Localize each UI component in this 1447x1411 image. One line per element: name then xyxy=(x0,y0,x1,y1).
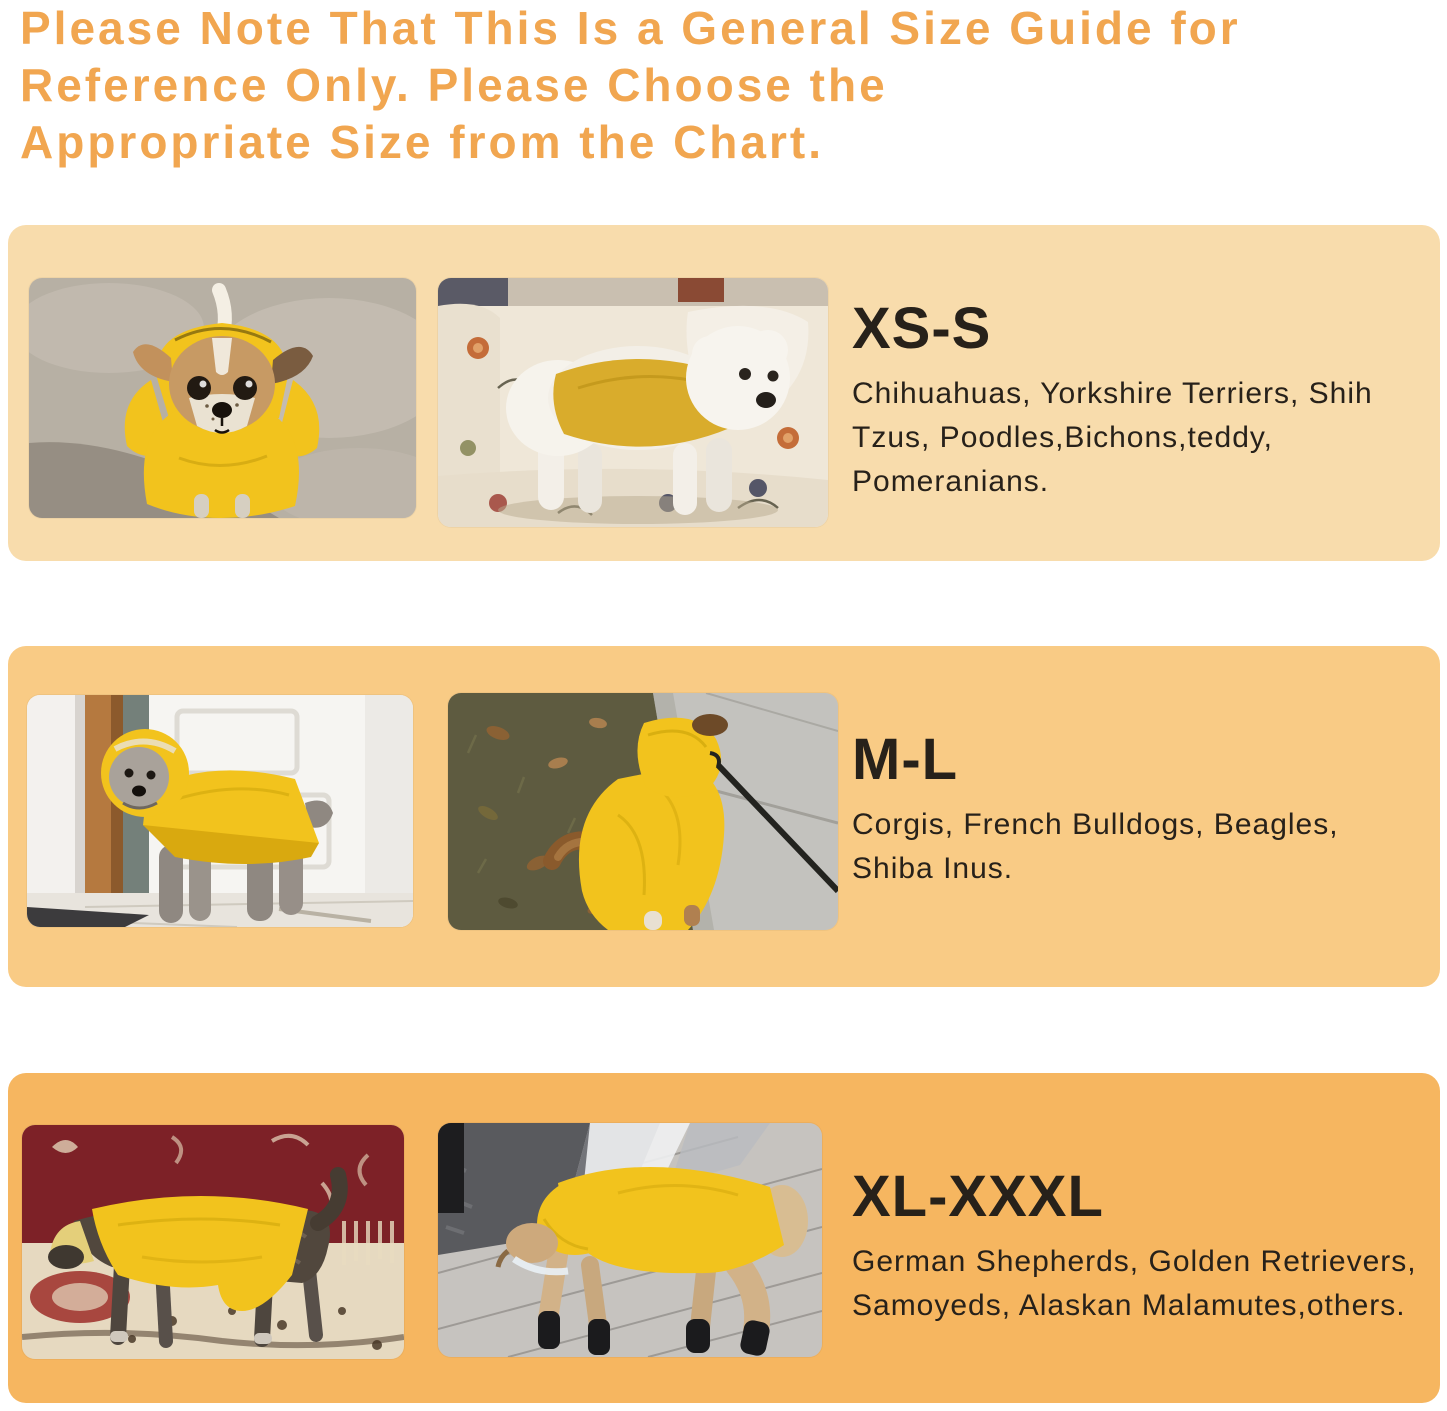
breed-line: German Shepherds, Golden Retrievers, xyxy=(852,1244,1417,1278)
size-label: M-L xyxy=(852,727,959,792)
size-caption-m-l xyxy=(852,728,1444,891)
photo-dog-in-boots-wood-floor xyxy=(438,1123,822,1357)
photo-illustration xyxy=(438,278,828,527)
size-section-xl-xxxl xyxy=(8,1073,1440,1403)
photo-brindle-dog-on-rug xyxy=(22,1125,404,1359)
size-section-m-l xyxy=(8,646,1440,987)
heading-line-2: Reference Only. Please Choose the xyxy=(20,59,888,111)
breed-line: Samoyeds, Alaskan Malamutes,others. xyxy=(852,1288,1406,1322)
photo-doodle-at-door xyxy=(27,695,413,927)
page-title xyxy=(20,0,1440,171)
heading-line-1: Please Note That This Is a General Size Guide for xyxy=(20,2,1241,54)
breed-line: Pomeranians. xyxy=(852,464,1050,498)
breed-line: Corgis, French Bulldogs, Beagles, xyxy=(852,807,1339,841)
photo-chihuahua-raincoat xyxy=(29,278,416,518)
size-label: XS-S xyxy=(852,296,992,361)
photo-dog-on-leash-sidewalk xyxy=(448,693,838,930)
size-caption-xs-s xyxy=(852,297,1444,504)
photo-illustration xyxy=(29,278,416,518)
breed-line: Chihuahuas, Yorkshire Terriers, Shih xyxy=(852,376,1373,410)
size-caption-xl-xxxl xyxy=(852,1165,1444,1328)
breed-line: Tzus, Poodles,Bichons,teddy, xyxy=(852,420,1273,454)
photo-illustration xyxy=(22,1125,404,1359)
breed-list xyxy=(852,803,1444,891)
photo-illustration xyxy=(27,695,413,927)
photo-illustration xyxy=(448,693,838,930)
photo-bichon-on-floral-sofa xyxy=(438,278,828,527)
breed-list xyxy=(852,372,1444,504)
heading-line-3: Appropriate Size from the Chart. xyxy=(20,116,824,168)
breed-line: Shiba Inus. xyxy=(852,851,1014,885)
photo-illustration xyxy=(438,1123,822,1357)
size-section-xs-s xyxy=(8,225,1440,561)
breed-list xyxy=(852,1240,1444,1328)
size-label: XL-XXXL xyxy=(852,1164,1104,1229)
